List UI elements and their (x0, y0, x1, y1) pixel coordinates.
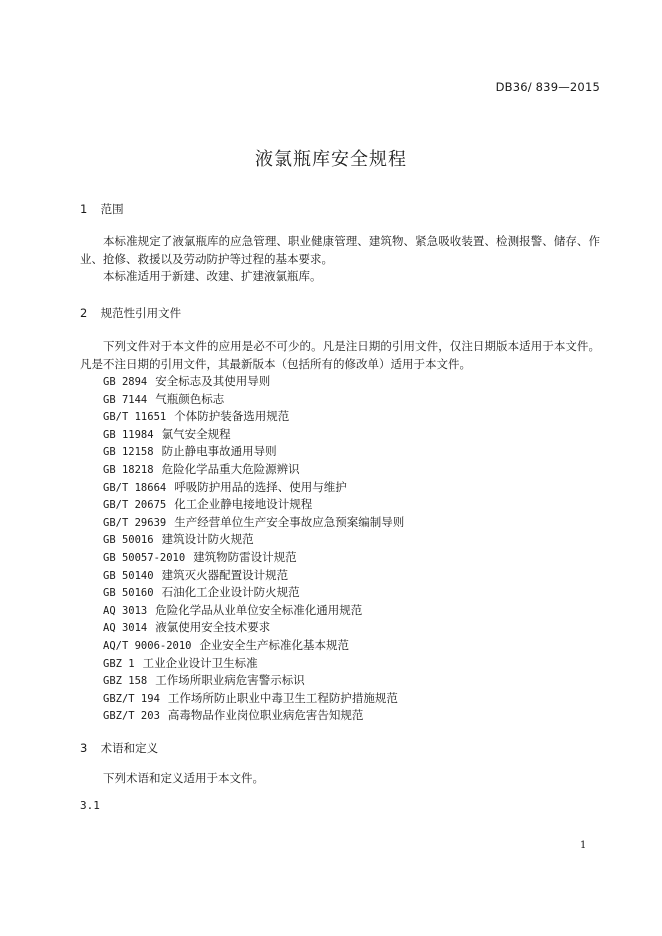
reference-title: 液氯使用安全技术要求 (155, 620, 271, 635)
reference-item (103, 584, 404, 602)
reference-title: 高毒物品作业岗位职业病危害告知规范 (167, 708, 364, 723)
reference-code: GB 50140 (103, 569, 154, 582)
reference-code: GB 2894 (103, 376, 148, 388)
reference-code: AQ 3014 (103, 622, 148, 635)
section-number: 1 (80, 202, 88, 216)
reference-code: GB/T 18664 (103, 481, 167, 494)
reference-code: AQ/T 9006-2010 (103, 639, 192, 652)
reference-item (103, 443, 404, 461)
reference-code: AQ 3013 (103, 604, 148, 617)
reference-code: GB/T 20675 (103, 499, 167, 512)
reference-item (103, 637, 404, 655)
section-3-heading (80, 740, 158, 756)
reference-title: 防止静电事故通用导则 (161, 444, 277, 459)
section-title: 范围 (100, 202, 124, 216)
section-1-heading (80, 201, 124, 217)
reference-item (103, 549, 404, 567)
reference-item (103, 567, 404, 585)
reference-code: GB/T 11651 (103, 411, 167, 424)
page-title: 液氯瓶库安全规程 (255, 149, 407, 170)
section-2-heading (80, 305, 181, 321)
reference-item (103, 602, 404, 620)
reference-code: GBZ 158 (103, 675, 148, 688)
reference-code: GBZ/T 203 (103, 710, 160, 723)
reference-code: GB 12158 (103, 446, 154, 459)
reference-item (103, 619, 404, 637)
section-3-intro: 下列术语和定义适用于本文件。 (103, 771, 264, 785)
reference-title: 工业企业设计卫生标准 (142, 655, 258, 670)
reference-code: GB 7144 (103, 393, 148, 406)
page-number: 1 (580, 840, 587, 851)
reference-code: GB 11984 (103, 428, 154, 441)
reference-title: 石油化工企业设计防火规范 (161, 585, 300, 600)
reference-item (103, 426, 404, 444)
reference-title: 建筑灭火器配置设计规范 (161, 567, 289, 582)
reference-title: 个体防护装备选用规范 (174, 409, 290, 424)
reference-title: 安全标志及其使用导则 (155, 374, 271, 388)
reference-list (103, 373, 404, 725)
section-1-paragraph-2: 本标准适用于新建、改建、扩建液氯瓶库。 (103, 269, 322, 283)
reference-item (103, 461, 404, 479)
reference-title: 生产经营单位生产安全事故应急预案编制导则 (174, 514, 405, 529)
reference-item (103, 707, 404, 725)
reference-title: 建筑物防雷设计规范 (193, 549, 297, 564)
reference-item (103, 408, 404, 426)
reference-title: 化工企业静电接地设计规程 (174, 497, 313, 512)
reference-code: GB 50016 (103, 534, 154, 547)
reference-item (103, 672, 404, 690)
reference-code: GB 18218 (103, 463, 154, 476)
reference-item (103, 514, 404, 532)
reference-item (103, 479, 404, 497)
reference-item (103, 655, 404, 673)
section-number: 3 (80, 741, 88, 755)
reference-item (103, 391, 404, 409)
reference-item (103, 531, 404, 549)
reference-title: 建筑设计防火规范 (161, 532, 254, 547)
reference-title: 企业安全生产标准化基本规范 (199, 637, 350, 652)
reference-code: GBZ/T 194 (103, 692, 160, 705)
section-title: 规范性引用文件 (100, 306, 182, 320)
reference-code: GB 50057-2010 (103, 551, 186, 564)
reference-title: 氯气安全规程 (161, 426, 231, 441)
section-1-paragraph-1: 本标准规定了液氯瓶库的应急管理、职业健康管理、建筑物、紧急吸收装置、检测报警、储存、作业、抢修、救援以及劳动防护等过程的基本要求。 (80, 234, 600, 266)
reference-code: GB/T 29639 (103, 516, 167, 529)
reference-title: 危险化学品从业单位安全标准化通用规范 (155, 602, 363, 617)
reference-title: 危险化学品重大危险源辨识 (161, 461, 300, 476)
clause-number: 3.1 (80, 799, 100, 812)
reference-title: 工作场所职业病危害警示标识 (155, 673, 305, 688)
section-number: 2 (80, 306, 88, 320)
reference-item (103, 690, 404, 708)
section-2-intro: 下列文件对于本文件的应用是必不可少的。凡是注日期的引用文件，仅注日期版本适用于本文件。凡是不注日期的引用文件，其最新版本（包括所有的修改单）适用于本文件。 (80, 339, 600, 371)
reference-item (103, 373, 404, 391)
document-code: DB36/ 839—2015 (495, 80, 600, 94)
reference-title: 气瓶颜色标志 (155, 391, 225, 406)
reference-title: 呼吸防护用品的选择、使用与维护 (174, 479, 347, 494)
section-title: 术语和定义 (100, 741, 159, 755)
reference-item (103, 496, 404, 514)
reference-title: 工作场所防止职业中毒卫生工程防护措施规范 (167, 690, 398, 705)
reference-code: GB 50160 (103, 587, 154, 600)
reference-code: GBZ 1 (103, 657, 135, 670)
